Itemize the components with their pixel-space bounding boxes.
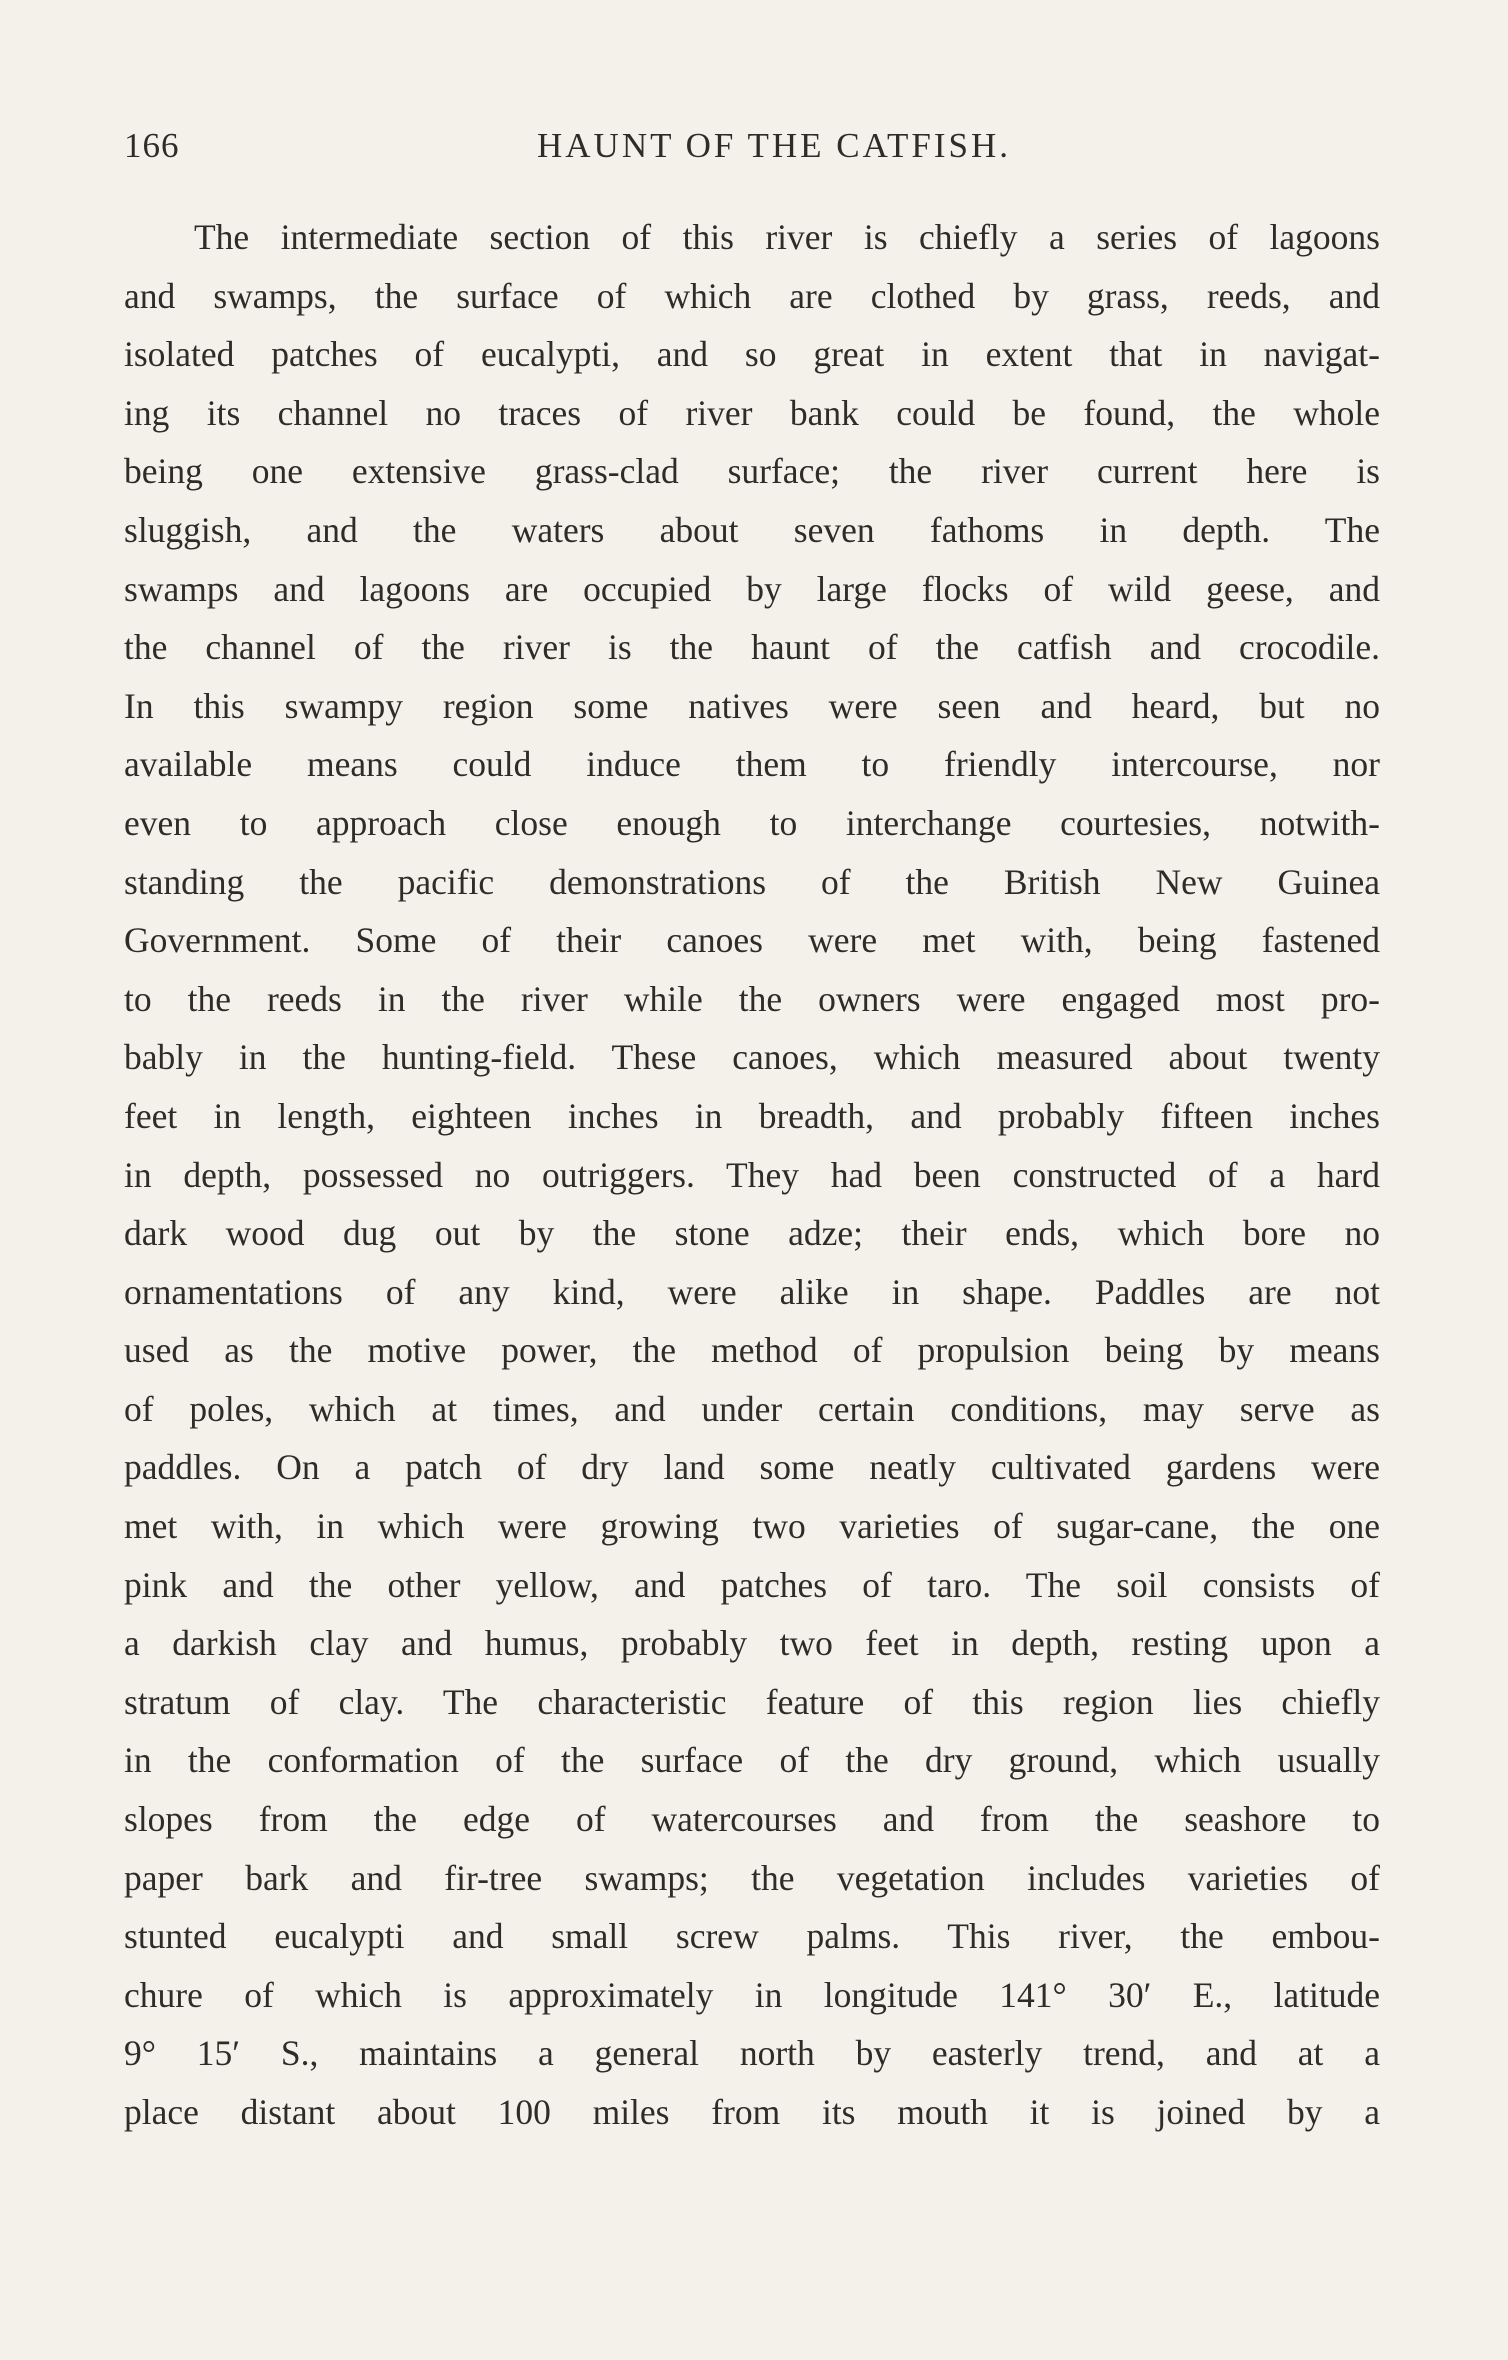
text-line: The intermediate section of this river is chiefly a series of lagoons [194,217,1380,257]
text-line: place distant about 100 miles from its mouth it is joined by a [124,2092,1380,2132]
running-header [124,118,1380,174]
body-paragraph [124,208,1380,2142]
text-line: paddles. On a patch of dry land some neatly cultivated gardens were [124,1447,1380,1488]
text-line: bably in the hunting-field. These canoes, which measured about twenty [124,1037,1380,1078]
text-line: met with, in which were growing two varieties of sugar-cane, the one [124,1506,1380,1547]
page-number: 166 [124,126,180,165]
text-line: the channel of the river is the haunt of the catfish and crocodile. [124,627,1380,668]
text-line: ornamentations of any kind, were alike in shape. Paddles are not [124,1271,1380,1312]
text-line: even to approach close enough to interchange courtesies, notwith- [124,802,1380,843]
text-line: swamps and lagoons are occupied by large flocks of wild geese, and [124,568,1380,609]
text-line: sluggish, and the waters about seven fathoms in depth. The [124,509,1380,550]
text-line: pink and the other yellow, and patches of taro. The soil consists of [124,1564,1380,1605]
text-line: 9° 15′ S., maintains a general north by easterly trend, and at a [124,2033,1380,2074]
text-line: slopes from the edge of watercourses and from the seashore to [124,1799,1380,1840]
text-line: stratum of clay. The characteristic feature of this region lies chiefly [124,1681,1380,1722]
text-line: of poles, which at times, and under certain conditions, may serve as [124,1388,1380,1429]
text-line: paper bark and fir-tree swamps; the vegetation includes varieties of [124,1857,1380,1898]
text-line: in depth, possessed no outriggers. They had been constructed of a hard [124,1154,1380,1195]
text-line: used as the motive power, the method of propulsion being by means [124,1330,1380,1371]
text-line: In this swampy region some natives were seen and heard, but no [124,685,1380,726]
text-line: and swamps, the surface of which are clothed by grass, reeds, and [124,275,1380,316]
text-line: ing its channel no traces of river bank could be found, the whole [124,392,1380,433]
text-line: Government. Some of their canoes were met with, being fastened [124,920,1380,961]
text-line: available means could induce them to friendly intercourse, nor [124,744,1380,785]
text-line: a darkish clay and humus, probably two feet in depth, resting upon a [124,1623,1380,1664]
text-line: stunted eucalypti and small screw palms. This river, the embou- [124,1916,1380,1957]
running-title: HAUNT OF THE CATFISH. [537,126,1011,165]
text-line: chure of which is approximately in longitude 141° 30′ E., latitude [124,1974,1380,2015]
text-line: being one extensive grass-clad surface; the river current here is [124,451,1380,492]
text-line: feet in length, eighteen inches in breadth, and probably fifteen inches [124,1095,1380,1136]
text-line: to the reeds in the river while the owners were engaged most pro- [124,978,1380,1019]
text-line: isolated patches of eucalypti, and so great in extent that in navigat- [124,334,1380,375]
text-line: standing the pacific demonstrations of the British New Guinea [124,861,1380,902]
text-line: in the conformation of the surface of the dry ground, which usually [124,1740,1380,1781]
text-line: dark wood dug out by the stone adze; their ends, which bore no [124,1213,1380,1254]
